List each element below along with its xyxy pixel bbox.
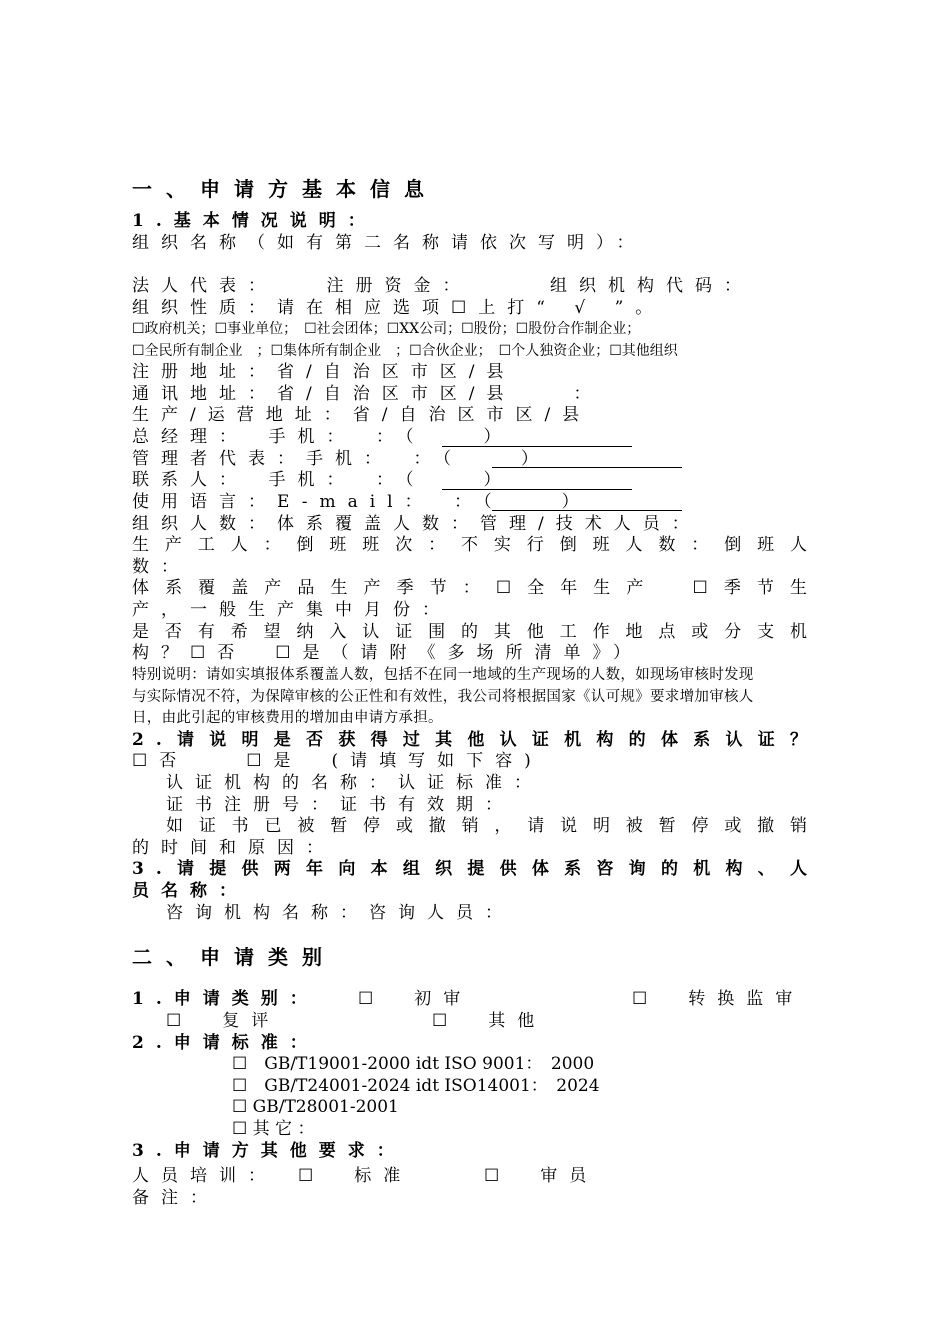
contact-person-phone-underline: [442, 489, 632, 490]
basic-info-heading: 1.基本情况说明：: [132, 211, 377, 231]
mailing-address-label: 通讯地址：省/自治区市区/县 ：: [132, 384, 603, 404]
special-note-line-1: 特别说明：请如实填报体系覆盖人数，包括不在同一地域的生产现场的人数，如现场审核时发现: [132, 667, 754, 683]
standard-other-option[interactable]: ☐ 其 它 ：: [232, 1119, 315, 1139]
staff-training-label: 人员培训：: [132, 1166, 277, 1186]
consultancy-question: 3.请提供两年向本组织提供体系咨询的机构、人: [132, 859, 819, 879]
training-standard-option[interactable]: ☐ 标准: [298, 1166, 413, 1186]
management-rep-label: 管理者代表：手机： ：（ ）: [132, 449, 550, 469]
training-auditor-option[interactable]: ☐ 审员: [484, 1166, 599, 1186]
application-type-heading: 1.申请类别：: [132, 989, 319, 1009]
contact-person-label: 联系人： 手机： ：（ ）: [132, 470, 513, 490]
application-standard-heading: 2.申请标准：: [132, 1033, 319, 1053]
multi-site-options[interactable]: 构？☐否 ☐是（请附《多场所清单》）: [132, 643, 642, 663]
standard-iso9001-option[interactable]: ☐ GB/T19001-2000 idt ISO 9001： 2000: [232, 1054, 595, 1074]
application-type-initial[interactable]: ☐ 初审: [358, 989, 473, 1009]
production-season-label[interactable]: 体系覆盖产品生产季节：☐全年生产 ☐季节生: [132, 578, 819, 598]
registered-address-label: 注册地址：省/自治区市区/县: [132, 362, 516, 382]
production-workers-label: 生产工人：倒班班次：不实行倒班人数：倒班人: [132, 535, 819, 555]
org-name-label: 组织名称（如有第二名称请依次写明）：: [132, 233, 646, 253]
language-email-label: 使用语言：E-mail： ：（ ）: [132, 492, 591, 512]
staff-count-label: 组织人数：体系覆盖人数：管理/技术人员：: [132, 514, 701, 534]
remarks-label: 备注：: [132, 1188, 219, 1208]
cert-body-label: 认证机构的名称：认证标准：: [166, 773, 543, 793]
application-type-transfer[interactable]: ☐ 转换监审: [632, 989, 805, 1009]
application-type-other[interactable]: ☐ 其他: [432, 1011, 547, 1031]
special-note-line-2: 与实际情况不符，为保障审核的公正性和有效性，我公司将根据国家《认可规》要求增加审核人: [132, 689, 754, 705]
other-certification-question: 2.请说明是否获得过其他认证机构的体系认证？: [132, 730, 819, 750]
other-certification-options[interactable]: ☐否 ☐是 (请填写如下容): [132, 751, 543, 771]
consultancy-fields-label: 咨询机构名称：咨询人员：: [166, 903, 514, 923]
production-address-label: 生产/运营地址：省/自治区市区/县: [132, 405, 592, 425]
production-workers-label-cont: 数：: [132, 557, 190, 577]
cert-suspension-question: 如证书已被暂停或撤销，请说明被暂停或撤销: [166, 816, 819, 836]
consultancy-question-cont: 员名称：: [132, 881, 248, 901]
multi-site-question: 是否有希望纳入认证围的其他工作地点或分支机: [132, 622, 819, 642]
standard-gbt28001-option[interactable]: ☐ GB/T28001-2001: [232, 1097, 399, 1117]
language-email-underline: [492, 510, 682, 511]
org-nature-options-row-1[interactable]: ☐政府机关；☐事业单位； ☐社会团体；☐XX公司；☐股份；☐股份合作制企业；: [132, 321, 641, 337]
section-1-title: 一、申请方基本信息: [132, 177, 438, 201]
special-note-line-3: 日，由此引起的审核费用的增加由申请方承担。: [132, 710, 443, 726]
other-requirements-heading: 3.申请方其他要求：: [132, 1141, 406, 1161]
cert-number-label: 证书注册号：证书有效期：: [166, 795, 514, 815]
management-rep-phone-underline: [492, 467, 682, 468]
application-type-reassessment[interactable]: ☐ 复评: [166, 1011, 281, 1031]
org-nature-label: 组织性质：请在相应选项☐上打“ √ ”。: [132, 298, 665, 318]
general-manager-phone-underline: [442, 446, 632, 447]
cert-suspension-question-cont: 的时间和原因：: [132, 838, 335, 858]
general-manager-label: 总经理： 手机： ：（ ）: [132, 427, 513, 447]
production-season-label-cont: 产，一般生产集中月份：: [132, 600, 451, 620]
standard-iso14001-option[interactable]: ☐ GB/T24001-2024 idt ISO14001： 2024: [232, 1076, 600, 1096]
legal-capital-code-label: 法人代表： 注册资金： 组织机构代码：: [132, 276, 753, 296]
org-nature-options-row-2[interactable]: ☐全民所有制企业 ；☐集体所有制企业 ；☐合伙企业； ☐个人独资企业；☐其他组织: [132, 343, 678, 359]
section-2-title: 二、申请类别: [132, 945, 336, 969]
